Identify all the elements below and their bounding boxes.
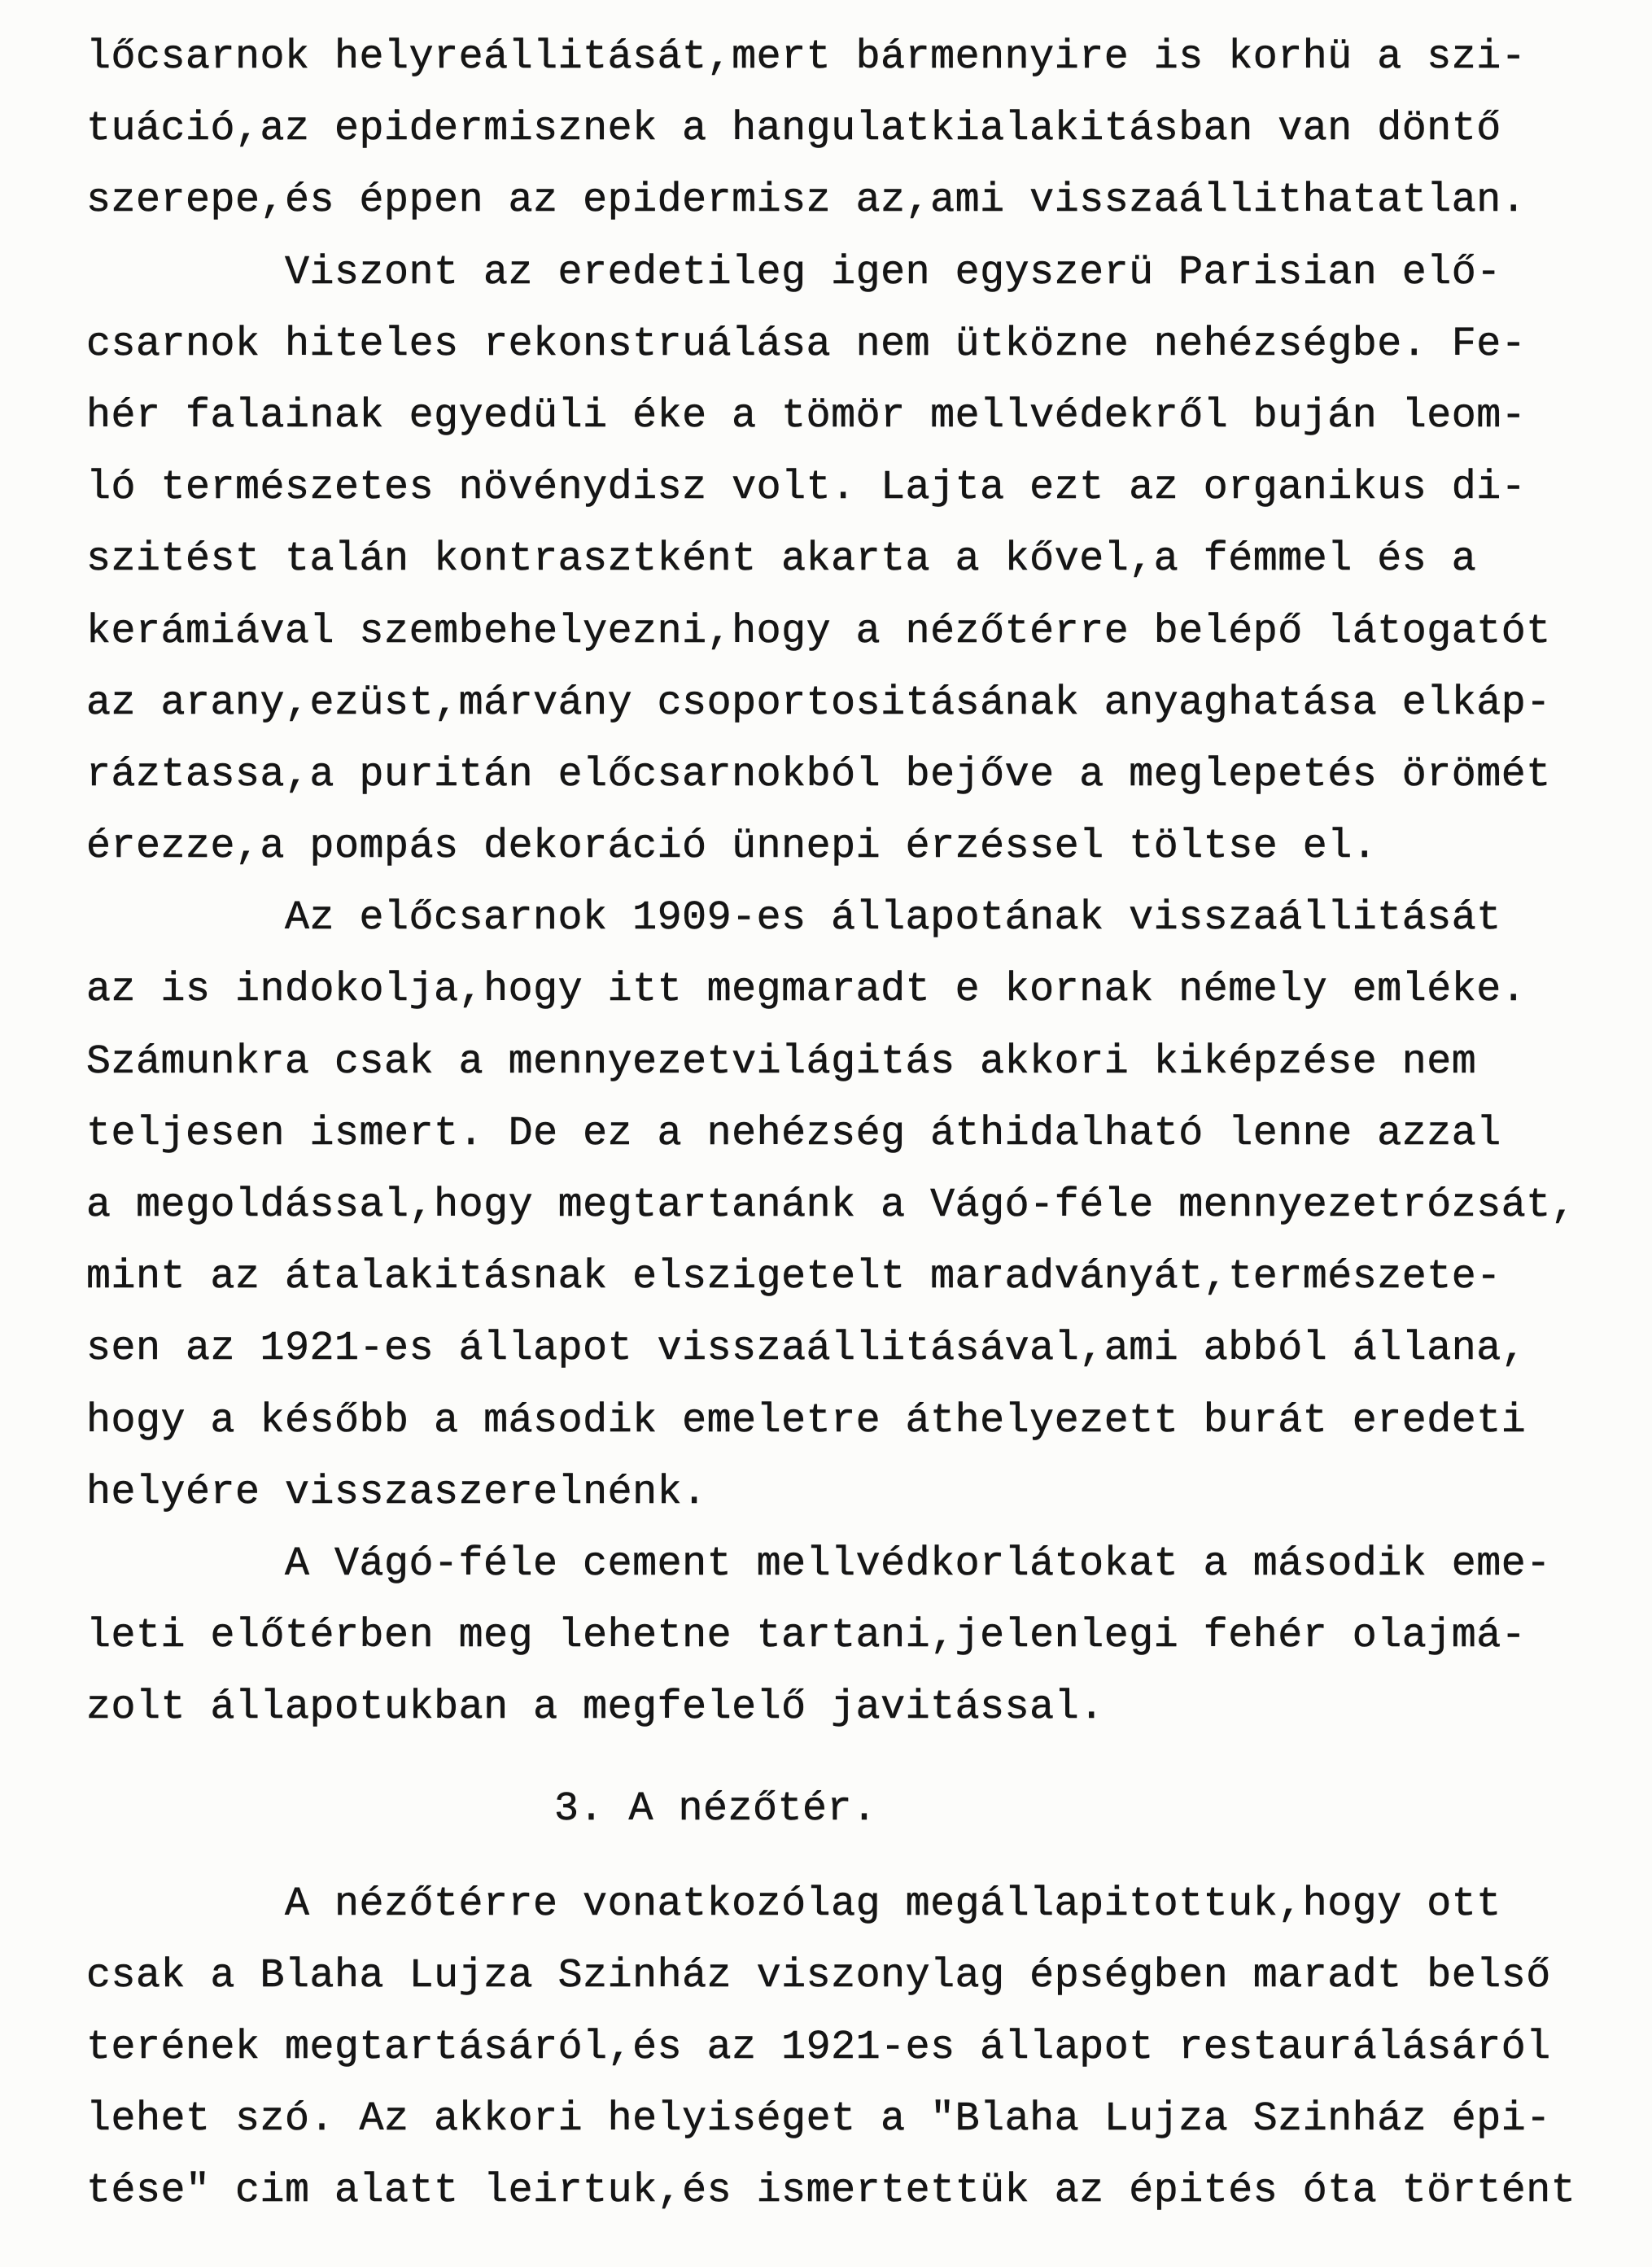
- text-line: leti előtérben meg lehetne tartani,jelenlegi fehér olajmá-: [86, 1613, 1527, 1660]
- text-line: az arany,ezüst,márvány csoportositásának anyaghatása elkáp-: [86, 679, 1551, 727]
- paragraph-auditorium: [86, 1869, 1652, 2228]
- text-line: szitést talán kontrasztként akarta a kővel,a fémmel és a: [86, 536, 1477, 583]
- text-line: érezze,a pompás dekoráció ünnepi érzéssel töltse el.: [86, 823, 1378, 871]
- text-line: csarnok hiteles rekonstruálása nem ütközne nehézségbe. Fe-: [86, 321, 1527, 368]
- text-line: hogy a később a második emeletre áthelyezett burát eredeti: [86, 1397, 1527, 1444]
- text-line: sen az 1921-es állapot visszaállitásával,ami abból állana,: [86, 1326, 1527, 1373]
- paragraph-continuation: [86, 22, 1652, 238]
- text-line: zolt állapotukban a megfelelő javitással.: [86, 1684, 1104, 1732]
- text-line: terének megtartásáról,és az 1921-es állapot restaurálásáról: [86, 2025, 1551, 2072]
- text-line: helyére visszaszerelnénk.: [86, 1469, 707, 1516]
- text-line: tése" cim alatt leirtuk,és ismertettük az épités óta történt: [86, 2168, 1576, 2215]
- text-line: Az előcsarnok 1909-es állapotának visszaállitását: [285, 895, 1501, 942]
- text-line: A nézőtérre vonatkozólag megállapitottuk,hogy ott: [285, 1880, 1501, 1928]
- text-line: csak a Blaha Lujza Szinház viszonylag épségben maradt belső: [86, 1952, 1551, 1999]
- text-line: lőcsarnok helyreállitását,mert bármennyire is korhü a szi-: [86, 34, 1527, 81]
- text-line: Számunkra csak a mennyezetvilágitás akkori kiképzése nem: [86, 1038, 1477, 1085]
- text-line: az is indokolja,hogy itt megmaradt e kornak némely emléke.: [86, 967, 1527, 1014]
- paragraph-1909-state: [86, 883, 1652, 1529]
- text-line: hér falainak egyedüli éke a tömör mellvédekről buján leom-: [86, 392, 1527, 439]
- text-line: szerepe,és éppen az epidermisz az,ami visszaállithatatlan.: [86, 177, 1527, 225]
- text-line: Viszont az eredetileg igen egyszerü Parisian elő-: [285, 249, 1501, 296]
- section-heading: 3. A nézőtér.: [554, 1785, 877, 1832]
- text-line: ló természetes növénydisz volt. Lajta ezt az organikus di-: [86, 465, 1527, 512]
- text-line: A Vágó-féle cement mellvédkorlátokat a második eme-: [285, 1540, 1551, 1588]
- section-body: [86, 1869, 1652, 2228]
- text-line: mint az átalakitásnak elszigetelt maradványát,természete-: [86, 1254, 1501, 1301]
- paragraph-vago-railings: [86, 1529, 1652, 1745]
- text-line: teljesen ismert. De ez a nehézség áthidalható lenne azzal: [86, 1110, 1501, 1157]
- paragraph-parisian-lobby: [86, 238, 1652, 884]
- text-line: a megoldással,hogy megtartanánk a Vágó-féle mennyezetrózsát,: [86, 1182, 1576, 1229]
- text-line: kerámiával szembehelyezni,hogy a nézőtérre belépő látogatót: [86, 608, 1551, 655]
- text-line: ráztassa,a puritán előcsarnokból bejőve a meglepetés örömét: [86, 751, 1551, 798]
- text-line: lehet szó. Az akkori helyiséget a "Blaha Lujza Szinház épi-: [86, 2096, 1551, 2143]
- text-line: tuáció,az epidermisznek a hangulatkialakitásban van döntő: [86, 106, 1501, 153]
